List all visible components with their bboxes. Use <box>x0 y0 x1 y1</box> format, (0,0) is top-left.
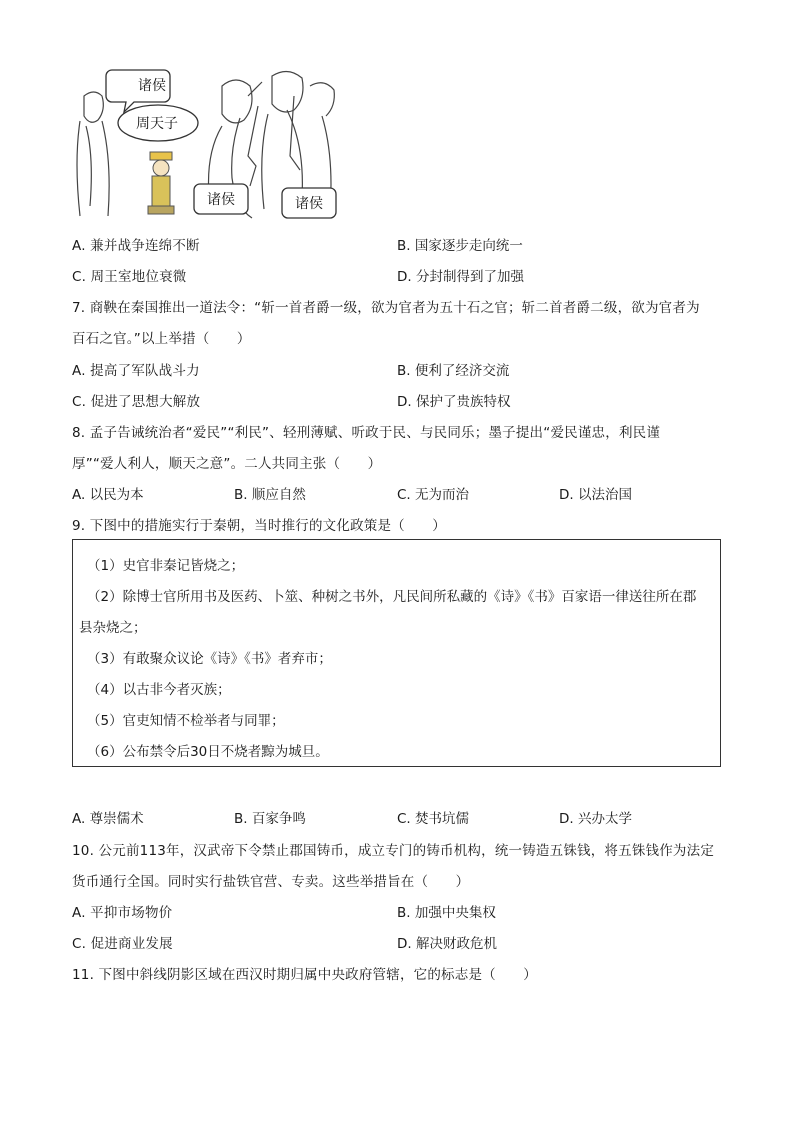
q9-option-c: C. 焚书坑儒 <box>397 811 470 827</box>
q10-stem-line1: 10. 公元前113年，汉武帝下令禁止郡国铸币，成立专门的铸币机构，统一铸造五铢钱，将五铢钱作为法定 <box>72 843 715 859</box>
q6-option-c: C. 周王室地位衰微 <box>72 269 187 285</box>
q9-measures-box <box>72 539 721 767</box>
q9-box-line: （2）除博士官所用书及医药、卜筮、种树之书外，凡民间所私藏的《诗》《书》百家语一律送往所在郡 <box>87 589 697 605</box>
q7-stem-line2: 百石之官。”以上举措（ ） <box>72 331 251 347</box>
q9-box-line: （1）史官非秦记皆烧之； <box>87 558 245 574</box>
q7-option-c: C. 促进了思想大解放 <box>72 394 201 410</box>
q10-option-d: D. 解决财政危机 <box>397 936 497 952</box>
q8-option-c: C. 无为而治 <box>397 487 470 503</box>
q8-option-a: A. 以民为本 <box>72 487 144 503</box>
q6-option-b: B. 国家逐步走向统一 <box>397 238 523 254</box>
q6-option-a: A. 兼并战争连绵不断 <box>72 238 200 254</box>
q9-box-line: （4）以古非今者灭族； <box>87 682 231 698</box>
q8-option-b: B. 顺应自然 <box>234 487 306 503</box>
q10-option-a: A. 平抑市场物价 <box>72 905 173 921</box>
bubble-bottom-mid-text: 诸侯 <box>207 192 235 208</box>
q9-stem: 9. 下图中的措施实行于秦朝，当时推行的文化政策是（ ） <box>72 518 446 534</box>
q7-option-d: D. 保护了贵族特权 <box>397 394 511 410</box>
q9-box-line: 县杂烧之； <box>79 620 147 636</box>
q8-option-d: D. 以法治国 <box>559 487 632 503</box>
q6-option-d: D. 分封制得到了加强 <box>397 269 524 285</box>
q7-option-b: B. 便利了经济交流 <box>397 363 510 379</box>
q8-stem-line1: 8. 孟子告诫统治者“爱民”“利民”、轻刑薄赋、听政于民、与民同乐；墨子提出“爱民谨忠，利民谨 <box>72 425 661 441</box>
q9-option-a: A. 尊崇儒术 <box>72 811 144 827</box>
q10-option-b: B. 加强中央集权 <box>397 905 496 921</box>
bubble-center-text: 周天子 <box>136 116 178 132</box>
q9-option-d: D. 兴办太学 <box>559 811 632 827</box>
q9-option-b: B. 百家争鸣 <box>234 811 306 827</box>
q10-stem-line2: 货币通行全国。同时实行盐铁官营、专卖。这些举措旨在（ ） <box>72 874 470 890</box>
q9-box-line: （3）有敢聚众议论《诗》《书》者弃市； <box>87 651 332 667</box>
q10-option-c: C. 促进商业发展 <box>72 936 173 952</box>
q11-stem: 11. 下图中斜线阴影区域在西汉时期归属中央政府管辖，它的标志是（ ） <box>72 967 537 983</box>
bubble-bottom-right-text: 诸侯 <box>295 196 323 212</box>
bubble-top-left-text: 诸侯 <box>138 78 166 94</box>
cartoon-illustration <box>72 66 342 221</box>
q7-stem-line1: 7. 商鞅在秦国推出一道法令：“斩一首者爵一级，欲为官者为五十石之官；斩二首者爵二级，欲为官者为 <box>72 300 700 316</box>
q7-option-a: A. 提高了军队战斗力 <box>72 363 200 379</box>
q9-box-line: （6）公布禁令后30日不烧者黥为城旦。 <box>87 744 329 760</box>
q9-box-line: （5）官吏知情不检举者与同罪； <box>87 713 285 729</box>
q8-stem-line2: 厚”“爱人利人，顺天之意”。二人共同主张（ ） <box>72 456 382 472</box>
